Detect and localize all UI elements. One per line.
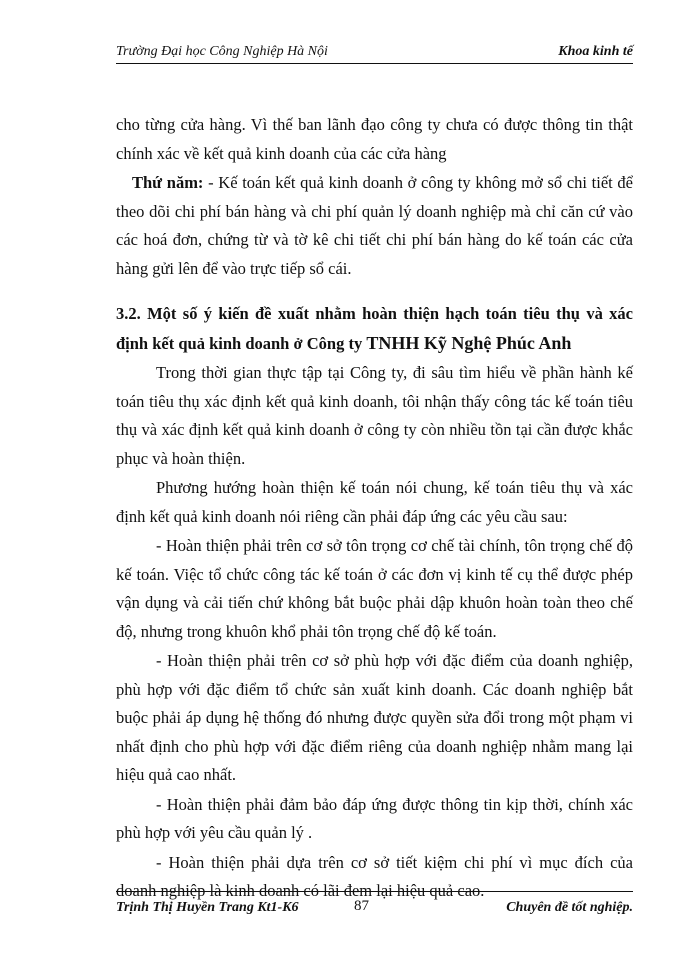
paragraph-6: - Hoàn thiện phải trên cơ sở phù hợp với đặc điểm của doanh nghiệp, phù hợp với đặc điểm tổ chức sản xuất kinh doanh. Các doanh nghiệp bắt buộc phải áp dụng hệ thống đó nhưng được quyền sửa đổi trong một phạm vi nhất định cho phù hợp với đặc điểm riêng của doanh nghiệp nhằm mang lại hiệu quả cao nhất. [116, 651, 633, 784]
header-department: Khoa kinh tế [558, 44, 633, 59]
paragraph-2-text: - Kế toán kết quả kinh doanh ở công ty không mở sổ chi tiết để theo dõi chi phí bán hàng và chi phí quản lý doanh nghiệp mà chỉ căn cứ vào các hoá đơn, chứng từ và tờ kê chi tiết chi phí bán hàng do kế toán các cửa hàng gửi lên để vào trực tiếp sổ cái. [116, 173, 634, 278]
paragraph-5: - Hoàn thiện phải trên cơ sở tôn trọng cơ chế tài chính, tôn trọng chế độ kế toán. Việc tổ chức công tác kế toán ở các đơn vị kinh tế cụ thể được phép vận dụng và cải tiến chứ không bắt buộc phải dập khuôn hoàn toàn theo chế độ, nhưng trong khuôn khổ phải tôn trọng chế độ kế toán. [116, 536, 633, 641]
page-body [116, 111, 633, 906]
page-header [116, 40, 633, 64]
page-footer [116, 898, 633, 922]
footer-report-type: Chuyên đề tốt nghiệp. [506, 900, 633, 915]
paragraph-4: Phương hướng hoàn thiện kế toán nói chung, kế toán tiêu thụ và xác định kết quả kinh doanh nói riêng cần phải đáp ứng các yêu cầu sau: [116, 478, 633, 526]
header-school: Trường Đại học Công Nghiệp Hà Nội [116, 44, 328, 59]
footer-author: Trịnh Thị Huyền Trang Kt1-K6 [116, 900, 299, 915]
paragraph-7: - Hoàn thiện phải đảm bảo đáp ứng được thông tin kịp thời, chính xác phù hợp với yêu cầu quản lý . [116, 794, 633, 842]
section-heading [116, 300, 633, 358]
paragraph-8: - Hoàn thiện phải dựa trên cơ sở tiết kiệm chi phí vì mục đích của doanh nghiệp là kinh doanh có lãi đem lại hiệu quả cao. [116, 852, 633, 900]
paragraph-1: cho từng cửa hàng. Vì thế ban lãnh đạo công ty chưa có được thông tin thật chính xác về kết quả kinh doanh của các cửa hàng [116, 115, 633, 163]
paragraph-2-lead: Thứ năm: [132, 173, 204, 192]
page-number: 87 [354, 898, 369, 914]
paragraph-2 [116, 169, 633, 283]
paragraph-3: Trong thời gian thực tập tại Công ty, đi sâu tìm hiểu về phần hành kế toán tiêu thụ xác định kết quả kinh doanh, tôi nhận thấy công tác kế toán tiêu thụ và xác định kết quả kinh doanh ở công ty còn nhiều tồn tại cần được khắc phục và hoàn thiện. [116, 363, 633, 468]
footer-rule [116, 891, 633, 892]
header-rule [116, 63, 633, 64]
section-heading-company: TNHH Kỹ Nghệ Phúc Anh [366, 332, 572, 353]
section-heading-text: 3.2. Một số ý kiến đề xuất nhằm hoàn thiện hạch toán tiêu thụ và xác định kết quả kinh doanh ở Công ty [116, 304, 633, 353]
